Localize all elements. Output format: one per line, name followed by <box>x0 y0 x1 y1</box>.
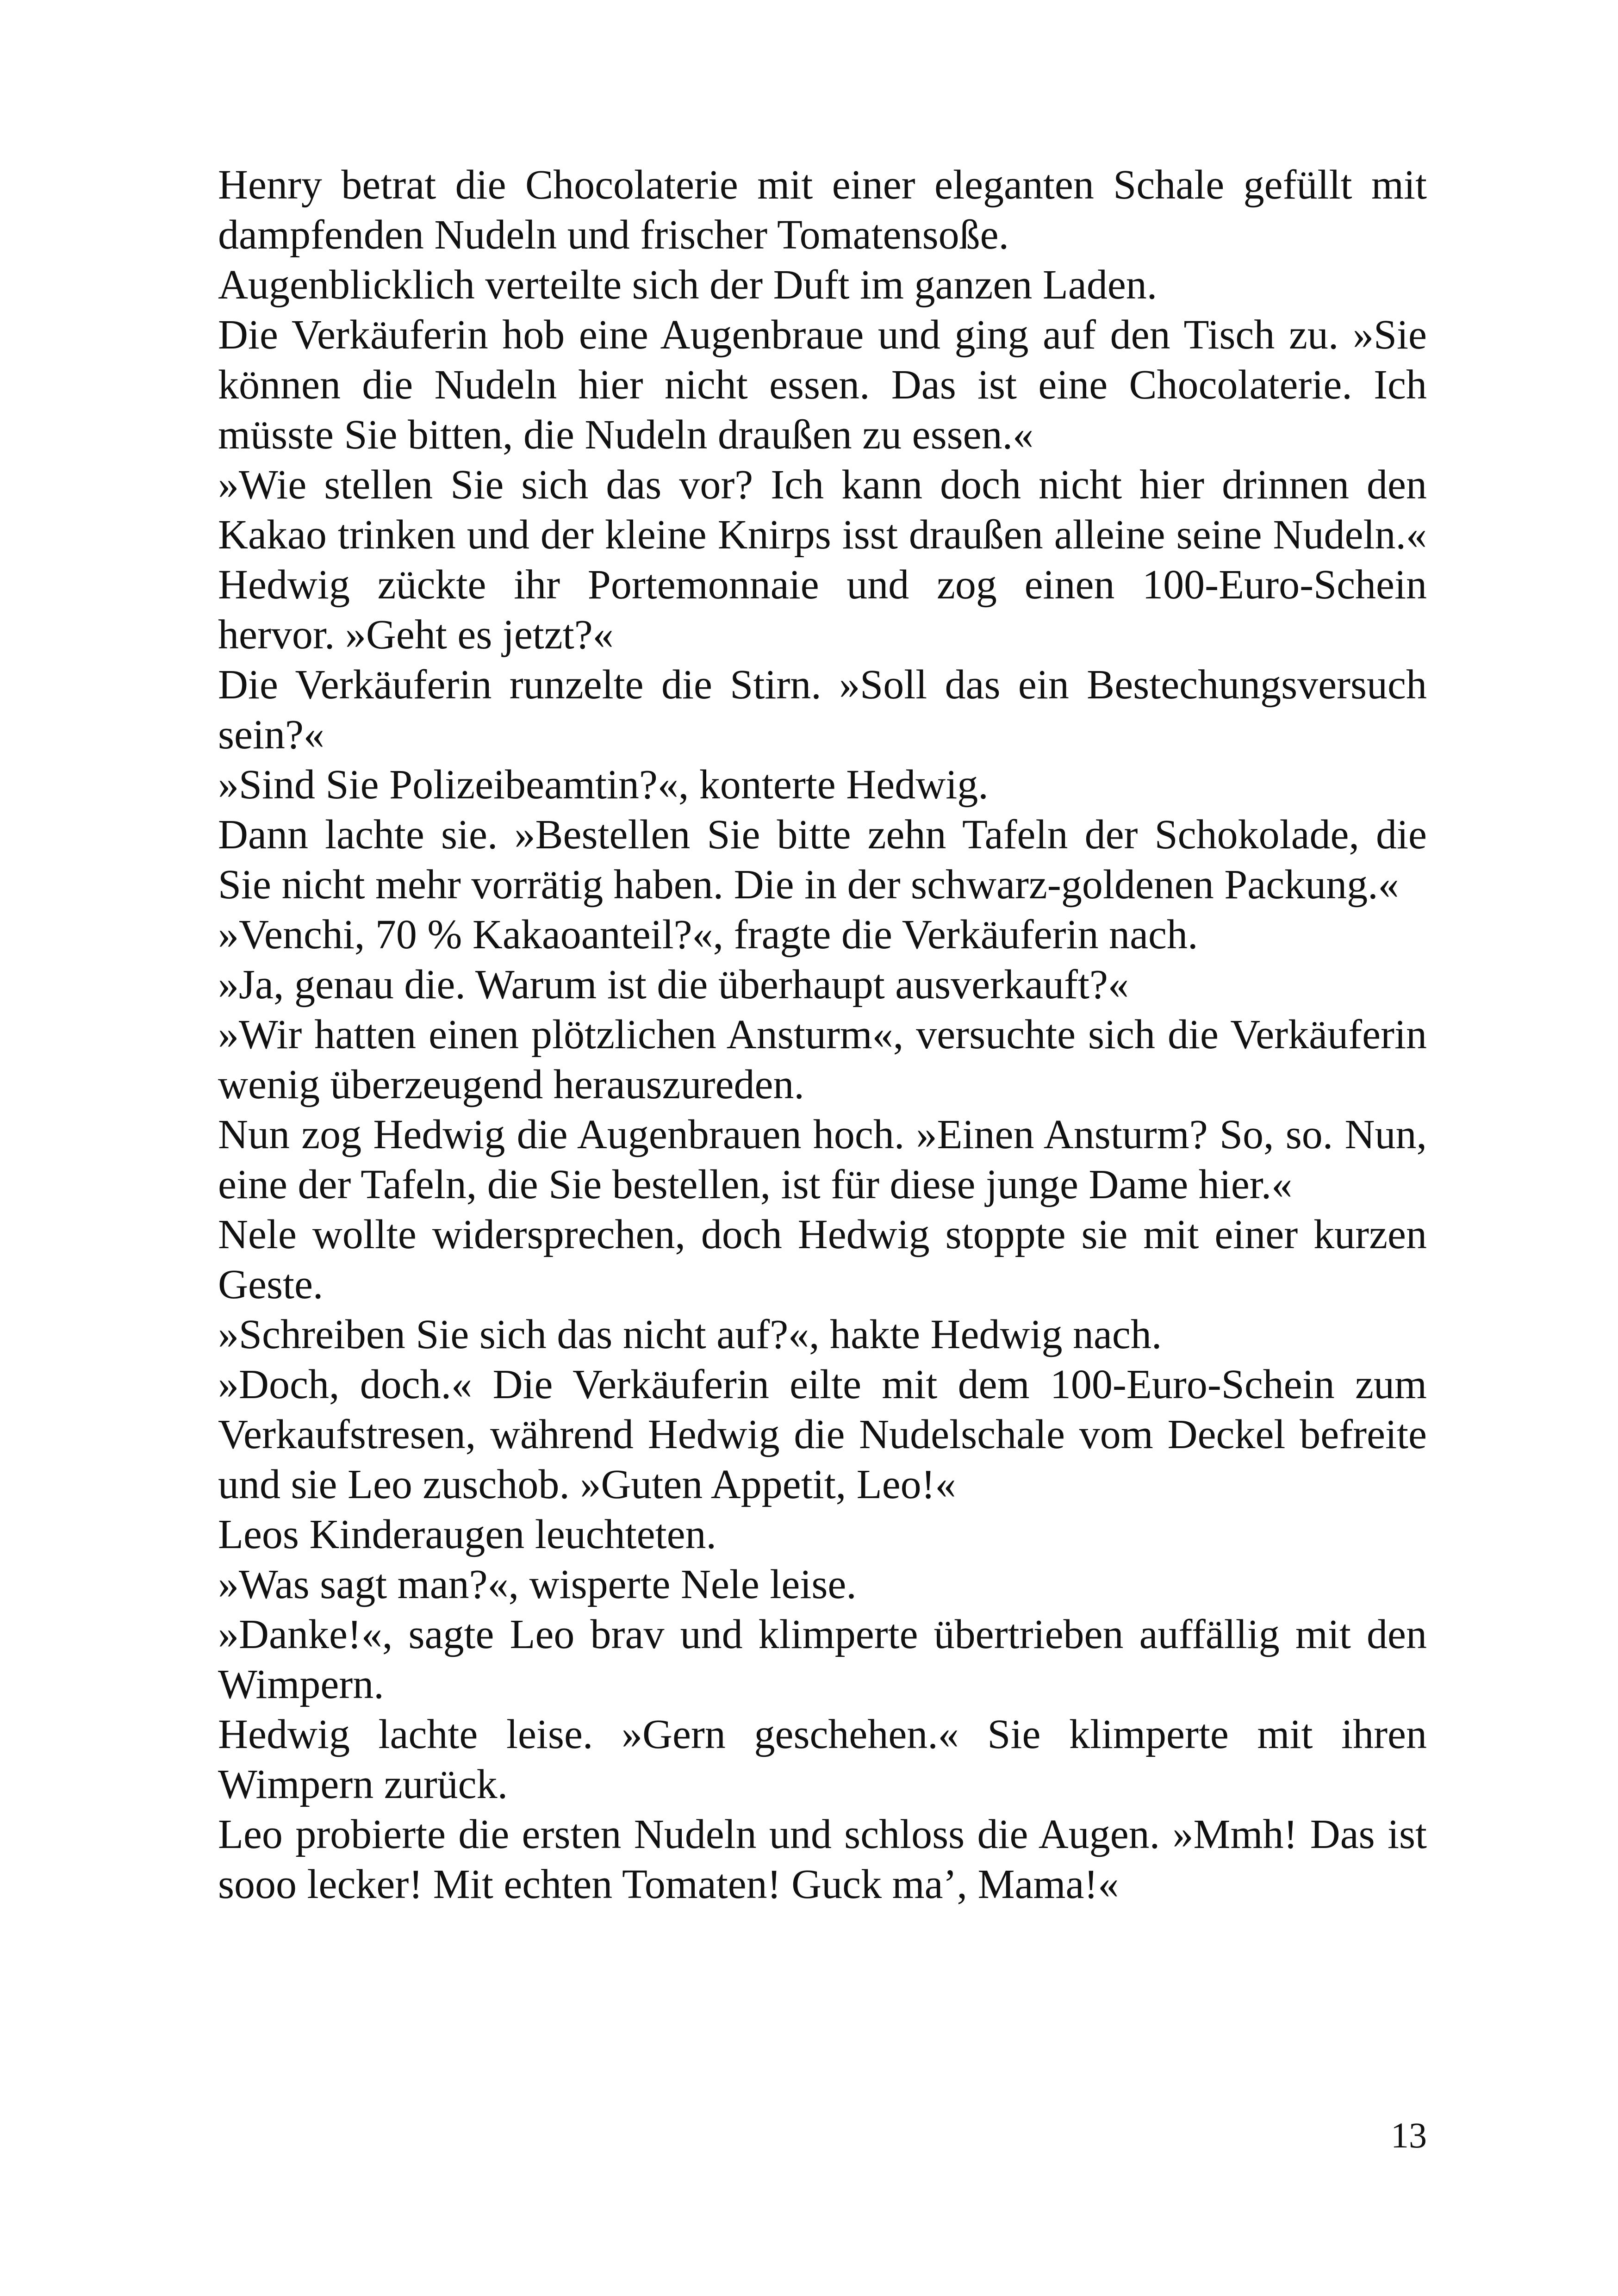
paragraph: »Wir hatten einen plötzlichen Ansturm«, versuchte sich die Verkäuferin wenig überzeugend herauszureden. <box>218 1012 1427 1108</box>
page-number: 13 <box>1391 2115 1427 2155</box>
paragraph: »Schreiben Sie sich das nicht auf?«, hakte Hedwig nach. <box>218 1312 1162 1357</box>
paragraph: »Doch, doch.« Die Verkäuferin eilte mit dem 100-Euro-Schein zum Verkaufstresen, während Hedwig die Nudelschale vom Deckel befreite und sie Leo zuschob. »Guten Appetit, Leo!« <box>218 1362 1427 1507</box>
paragraph: Die Verkäuferin hob eine Augenbraue und ging auf den Tisch zu. »Sie können die Nudeln hier nicht essen. Das ist eine Chocolaterie. Ich müsste Sie bitten, die Nudeln draußen zu essen.« <box>218 312 1427 458</box>
paragraph: Dann lachte sie. »Bestellen Sie bitte zehn Tafeln der Schokolade, die Sie nicht mehr vorrätig haben. Die in der schwarz-goldenen Packung.« <box>218 812 1427 908</box>
paragraph: Augenblicklich verteilte sich der Duft im ganzen Laden. <box>218 262 1157 308</box>
paragraph: »Was sagt man?«, wisperte Nele leise. <box>218 1562 857 1607</box>
paragraph: Hedwig lachte leise. »Gern geschehen.« Sie klimperte mit ihren Wimpern zurück. <box>218 1711 1427 1807</box>
paragraph: »Danke!«, sagte Leo brav und klimperte übertrieben auffällig mit den Wimpern. <box>218 1612 1427 1707</box>
paragraph: Nele wollte widersprechen, doch Hedwig stoppte sie mit einer kurzen Geste. <box>218 1212 1427 1307</box>
paragraph: Die Verkäuferin runzelte die Stirn. »Soll das ein Bestechungsversuch sein?« <box>218 662 1427 758</box>
paragraph: »Venchi, 70 % Kakaoanteil?«, fragte die Verkäuferin nach. <box>218 912 1198 958</box>
paragraph: »Sind Sie Polizeibeamtin?«, konterte Hedwig. <box>218 762 989 808</box>
paragraph: Nun zog Hedwig die Augenbrauen hoch. »Einen Ansturm? So, so. Nun, eine der Tafeln, die Sie bestellen, ist für diese junge Dame hier.« <box>218 1112 1427 1207</box>
paragraph: Leos Kinderaugen leuchteten. <box>218 1512 717 1557</box>
paragraph: Henry betrat die Chocolaterie mit einer eleganten Schale gefüllt mit dampfenden Nudeln und frischer Tomatensoße. <box>218 162 1427 258</box>
paragraph: »Wie stellen Sie sich das vor? Ich kann doch nicht hier drinnen den Kakao trinken und der kleine Knirps isst draußen alleine seine Nudeln.« Hedwig zückte ihr Portemonnaie und zog einen 100-Euro-Schein hervor. »Geht es jetzt?« <box>218 462 1427 658</box>
paragraph: »Ja, genau die. Warum ist die überhaupt ausverkauft?« <box>218 962 1129 1008</box>
paragraph: Leo probierte die ersten Nudeln und schloss die Augen. »Mmh! Das ist sooo lecker! Mit echten Tomaten! Guck ma’, Mama!« <box>218 1811 1427 1907</box>
body-text <box>218 160 1427 1910</box>
